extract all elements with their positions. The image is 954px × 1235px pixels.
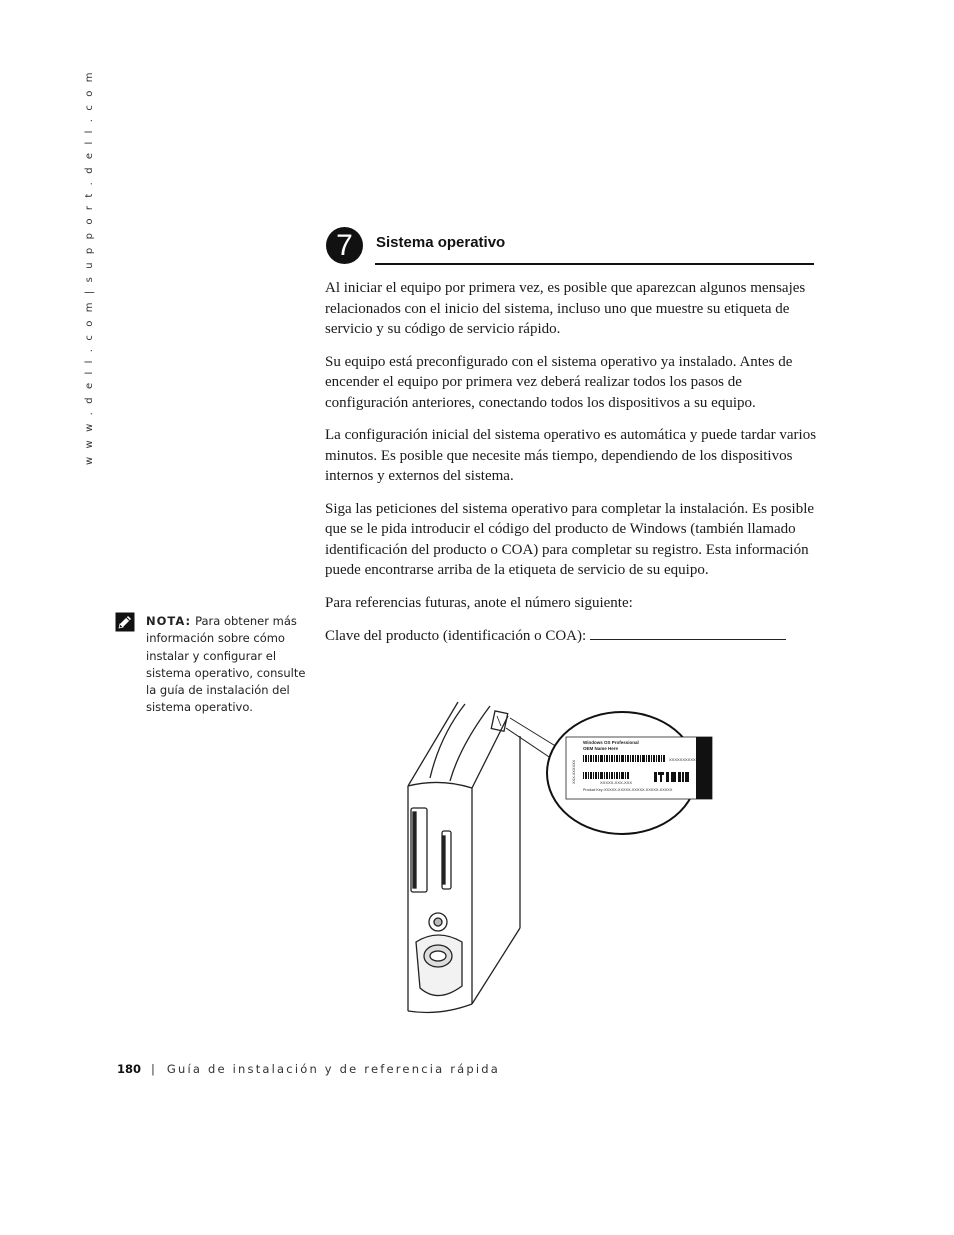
product-key-blank: [590, 625, 786, 640]
label-line2: OEM Name Here: [583, 746, 619, 751]
title-divider: [375, 263, 814, 265]
page-footer: [117, 1062, 500, 1076]
label-side-code: XXX-XXXXXX: [572, 759, 576, 784]
desktop-tower-illustration: [408, 702, 520, 1012]
note-callout: [146, 613, 306, 717]
paragraph: Siga las peticiones del sistema operativo para completar la instalación. Es posible que se le pida introducir el código del producto de Windows (también llamado identificación del producto o COA) para completar su registro. Esta información puede encontrarse arriba de la etiqueta de servicio de su equipo.: [325, 500, 815, 578]
note-text: Para obtener más información sobre cómo instalar y configurar el sistema operativo, consulte la guía de instalación del sistema operativo.: [146, 614, 306, 715]
label-product-key-label: Product Key:: [583, 788, 604, 792]
sidebar-url: w w w . d e l l . c o m | s u p p o r t . d e l l . c o m: [84, 69, 95, 465]
paragraph: Para referencias futuras, anote el número siguiente:: [325, 594, 633, 611]
coa-label-illustration: [566, 737, 712, 799]
step-number-badge: 7: [326, 227, 363, 264]
paragraph: Su equipo está preconfigurado con el sistema operativo ya instalado. Antes de encender el equipo por primera vez deberá realizar todos los pasos de configuración anteriores, conectando todos los dispositivos a su equipo.: [325, 353, 793, 411]
label-line1: Windows OS Professional: [583, 740, 639, 745]
label-code-mid: XXXXX-XXX-XXX: [600, 780, 633, 785]
section-title: Sistema operativo: [376, 234, 506, 251]
computer-coa-label-illustration: [400, 696, 730, 1018]
page-number: 180: [117, 1062, 142, 1076]
product-key-line: [325, 625, 820, 647]
body-text: [325, 278, 820, 659]
guide-title: Guía de instalación y de referencia rápida: [166, 1062, 501, 1076]
note-label: NOTA:: [146, 614, 192, 628]
paragraph: La configuración inicial del sistema operativo es automática y puede tardar varios minutos. Es posible que necesite más tiempo, dependiendo de los dispositivos internos y externos del sistema.: [325, 427, 817, 484]
label-product-key-value: XXXXX-XXXXX-XXXXX-XXXXX-XXXXX: [604, 788, 673, 792]
footer-separator: |: [151, 1062, 155, 1076]
product-key-prompt: Clave del producto (identificación o COA):: [325, 628, 587, 644]
note-pencil-icon: [115, 612, 135, 632]
label-code-top: XXXXXXXXXX: [669, 757, 696, 762]
paragraph: Al iniciar el equipo por primera vez, es posible que aparezcan algunos mensajes relacionados con el inicio del sistema, incluso uno que muestre su etiqueta de servicio y su código de servicio rápido.: [325, 280, 806, 337]
